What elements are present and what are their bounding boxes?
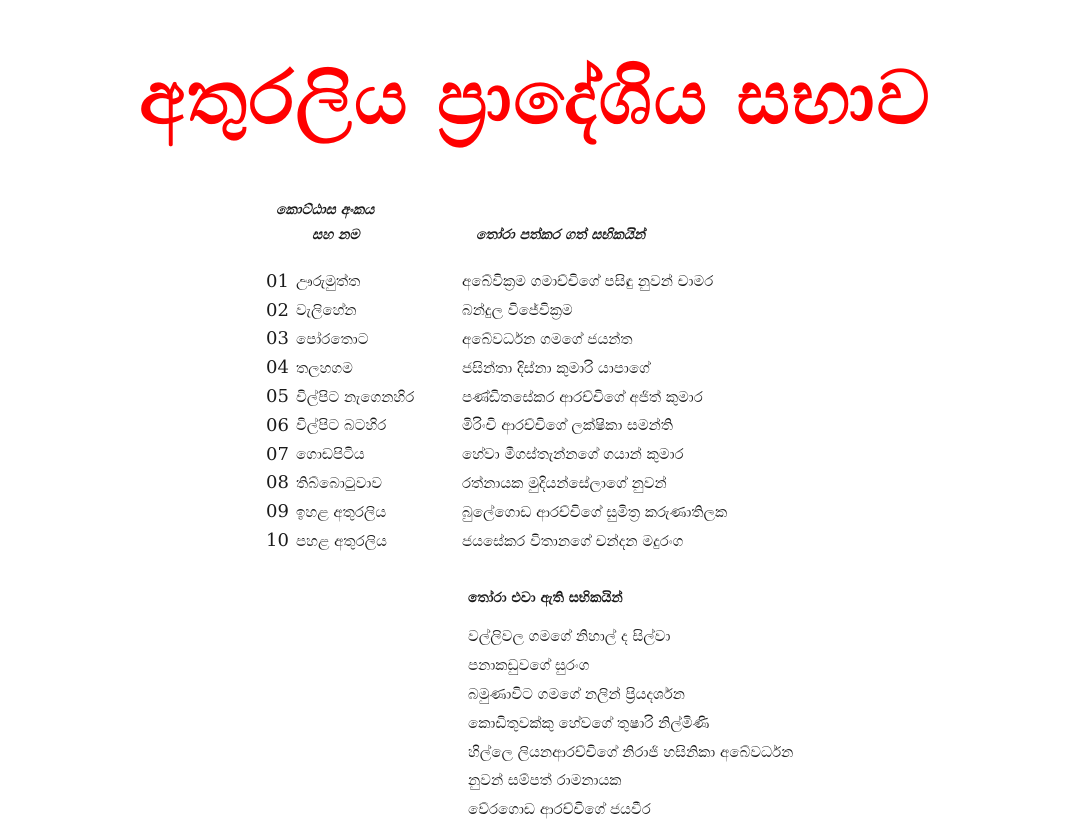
ward-name: විල්පිට බටහිර xyxy=(296,416,387,435)
list-member-name: වේරගොඩ ආරච්චිගේ ජයවීර xyxy=(468,800,651,819)
ward-row xyxy=(266,296,866,325)
ward-number: 06 xyxy=(266,414,289,436)
ward-name: තිබ්බොටුවාව xyxy=(296,473,383,492)
ward-name: විල්පිට නැගෙනහිර xyxy=(296,387,415,406)
member-name: ජසින්තා දිස්නා කුමාරි යාපාගේ xyxy=(462,358,650,377)
ward-number: 02 xyxy=(266,299,289,321)
ward-number: 07 xyxy=(266,443,289,465)
ward-row xyxy=(266,526,866,555)
ward-row xyxy=(266,382,866,411)
list-member-name: කොඩිතුවක්කු හේවගේ තුෂාරි නිල්මිණි xyxy=(468,713,710,732)
ward-row xyxy=(266,411,866,440)
ward-column-header-line1: කොට්ඨාස අංකය xyxy=(276,202,375,218)
list-members xyxy=(468,622,1058,824)
ward-name: පහළ අතුරලිය xyxy=(296,531,387,550)
member-name: බන්දුල විජේවික්‍රම xyxy=(462,301,573,320)
member-name: බුලේගොඩ ආරච්චිගේ සුමිත්‍ර කරුණාතිලක xyxy=(462,502,728,521)
member-name: රත්නායක මුදියන්සේලාගේ නුවන් xyxy=(462,473,667,492)
ward-row xyxy=(266,469,866,498)
list-member-name: වල්ලිවල ගමගේ නිහාල් ද සිල්වා xyxy=(468,627,671,646)
ward-number: 04 xyxy=(266,357,289,379)
elected-members-header: තෝරා පත්කර ගත් සභිකයින් xyxy=(476,227,646,243)
ward-name: තලහගම xyxy=(296,358,353,377)
list-member-name: හිල්ලෙ ලියනආරච්චිගේ නිරාජි හසිනිකා අබේවර්ධන xyxy=(468,742,794,761)
ward-number: 09 xyxy=(266,501,289,523)
ward-number: 05 xyxy=(266,386,289,408)
ward-row xyxy=(266,267,866,296)
ward-number: 03 xyxy=(266,328,289,350)
ward-name: වැලිහේන xyxy=(296,301,357,320)
list-member-name: බමුණාවිට ගමගේ නලින් ප්‍රියදර්ශන xyxy=(468,684,685,703)
member-name: අබේවික්‍රම ගමාච්චිගේ පසිඳු නුවන් චාමර xyxy=(462,272,714,291)
ward-number: 08 xyxy=(266,472,289,494)
member-name: මිරිංචි ආරච්චිගේ ලක්ෂිකා සමන්ති xyxy=(462,416,673,435)
ward-name: පෝරතොට xyxy=(296,329,369,348)
ward-table xyxy=(266,267,866,555)
member-name: හේවා මීගස්තැන්නගේ ගයාන් කුමාර xyxy=(462,445,684,464)
ward-row xyxy=(266,440,866,469)
member-name: ජයසේකර විතානගේ චන්දන මදුරංග xyxy=(462,531,684,550)
ward-column-header-line2: සහ නම xyxy=(312,227,360,243)
ward-row xyxy=(266,353,866,382)
ward-number: 01 xyxy=(266,270,289,292)
list-members-header: තෝරා එවා ඇති සභිකයින් xyxy=(468,590,623,606)
ward-name: ඉහළ අතුරලිය xyxy=(296,502,387,521)
list-member-name: නුවන් සම්පත් රාමනායක xyxy=(468,771,622,790)
ward-row xyxy=(266,497,866,526)
member-name: අබේවර්ධන ගමගේ ජයන්ත xyxy=(462,329,633,348)
page-title: අතුරලිය ප්‍රාදේශිය සභාව xyxy=(139,55,932,141)
ward-name: ඌරුමුත්ත xyxy=(296,272,361,291)
member-name: පණ්ඩිතසේකර ආරච්චිගේ අජිත් කුමාර xyxy=(462,387,703,406)
ward-name: ගොඩපිටිය xyxy=(296,445,365,464)
ward-row xyxy=(266,325,866,354)
list-member-name: පනාකඩුවගේ සුරංග xyxy=(468,656,590,675)
ward-number: 10 xyxy=(266,530,289,552)
